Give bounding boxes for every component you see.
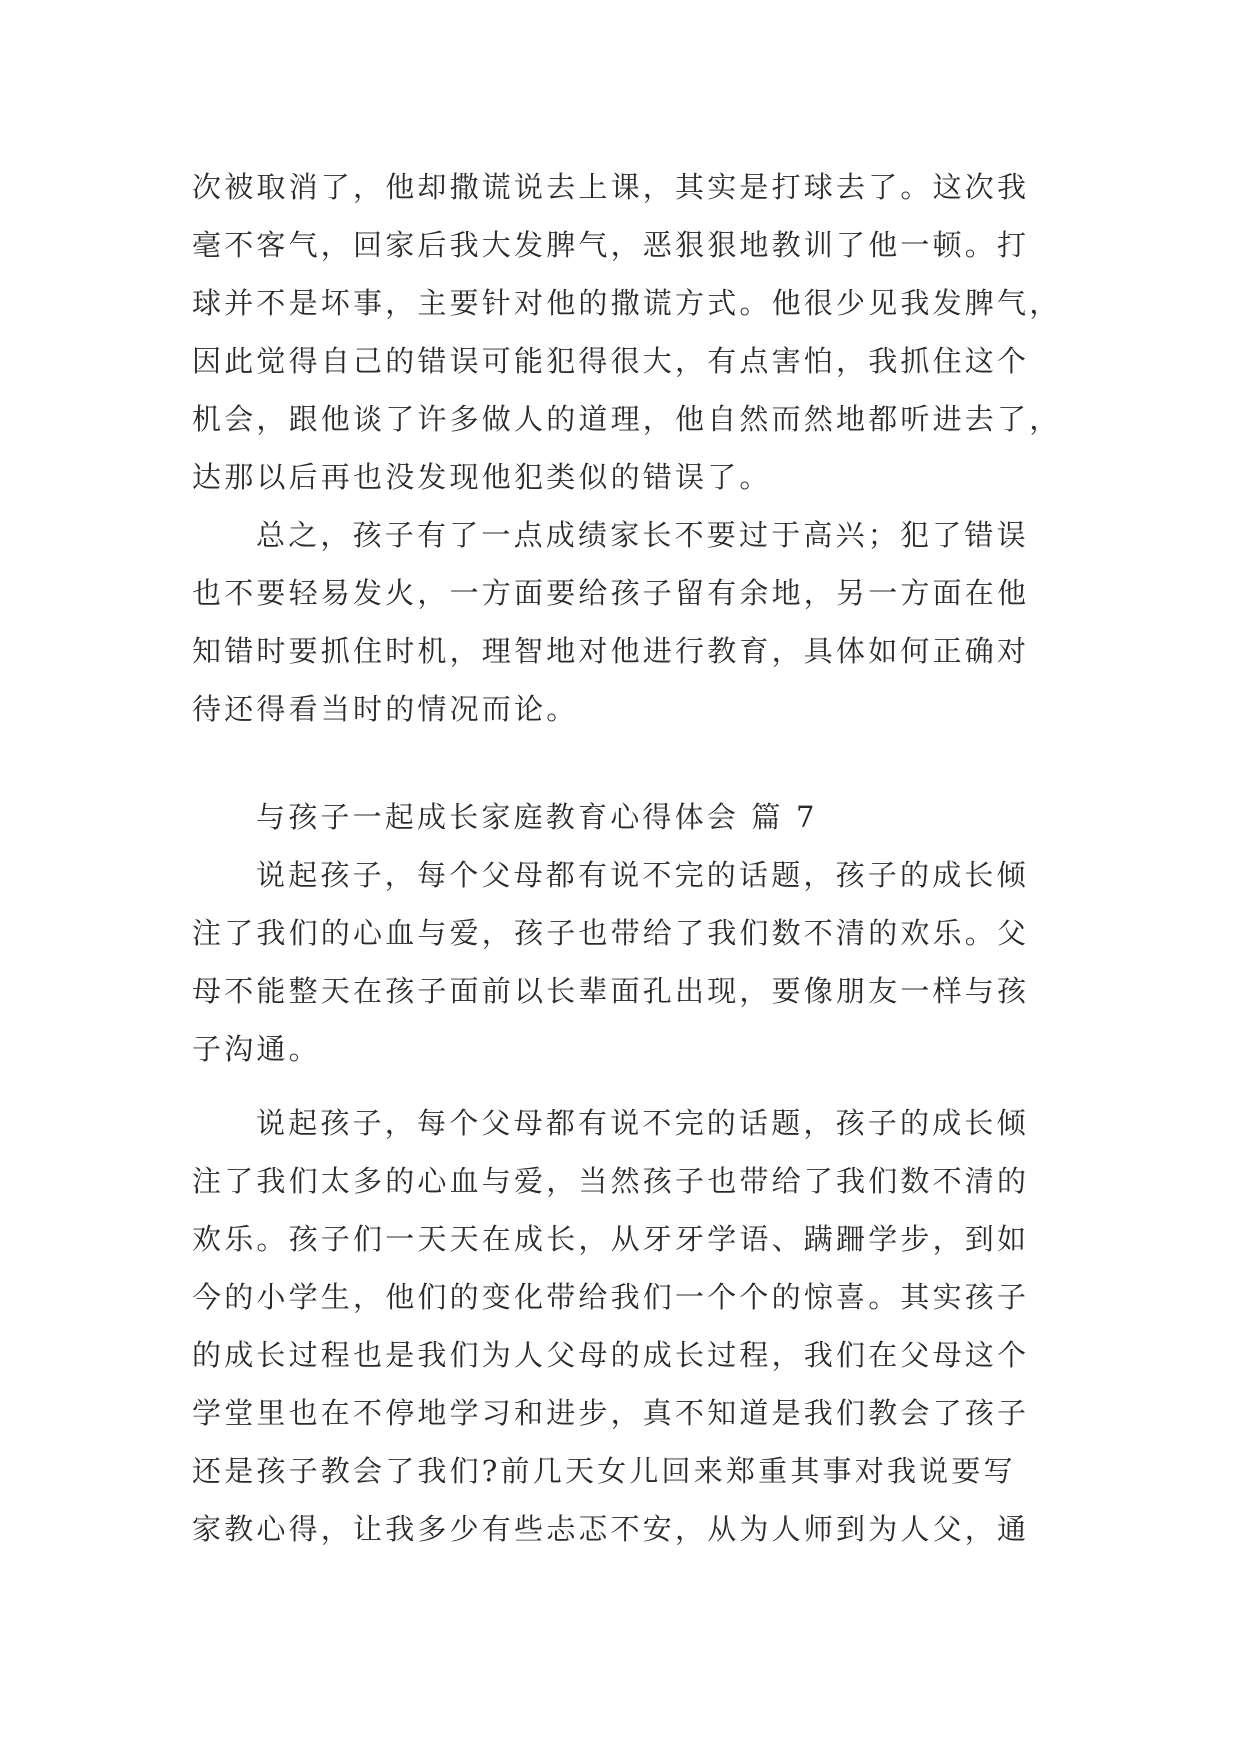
paragraph-body <box>192 1094 1052 1558</box>
paragraph-continued <box>192 158 1062 506</box>
text-line: 注了我们的心血与爱，孩子也带给了我们数不清的欢乐。父 <box>192 916 1030 950</box>
text-line: 次被取消了，他却撒谎说去上课，其实是打球去了。这次我 <box>192 170 1030 204</box>
text-line: 家教心得，让我多少有些忐忑不安，从为人师到为人父，通 <box>192 1512 1030 1546</box>
text-line: 母不能整天在孩子面前以长辈面孔出现，要像朋友一样与孩 <box>192 974 1030 1008</box>
text-line: 待还得看当时的情况而论。 <box>192 692 579 726</box>
text-line: 学堂里也在不停地学习和进步，真不知道是我们教会了孩子 <box>192 1396 1030 1430</box>
text-line: 子沟通。 <box>192 1032 321 1066</box>
text-line: 注了我们太多的心血与爱，当然孩子也带给了我们数不清的 <box>192 1164 1030 1198</box>
text-line: 也不要轻易发火，一方面要给孩子留有余地，另一方面在他 <box>192 576 1030 610</box>
text-line: 毫不客气，回家后我大发脾气，恶狠狠地教训了他一顿。打 <box>192 228 1030 262</box>
section-heading-text: 与孩子一起成长家庭教育心得体会 篇 7 <box>256 800 818 834</box>
text-line: 说起孩子，每个父母都有说不完的话题，孩子的成长倾 <box>256 1106 1029 1140</box>
text-line: 的成长过程也是我们为人父母的成长过程，我们在父母这个 <box>192 1338 1030 1372</box>
text-line: 欢乐。孩子们一天天在成长，从牙牙学语、蹒跚学步，到如 <box>192 1222 1030 1256</box>
text-line: 今的小学生，他们的变化带给我们一个个的惊喜。其实孩子 <box>192 1280 1030 1314</box>
text-line: 达那以后再也没发现他犯类似的错误了。 <box>192 460 772 494</box>
paragraph-intro <box>192 846 1052 1078</box>
section-heading <box>192 788 1052 846</box>
text-line: 知错时要抓住时机，理智地对他进行教育，具体如何正确对 <box>192 634 1030 668</box>
text-line: 机会，跟他谈了许多做人的道理，他自然而然地都听进去了， <box>192 402 1062 436</box>
paragraph-conclusion <box>192 506 1052 738</box>
text-line: 还是孩子教会了我们?前几天女儿回来郑重其事对我说要写 <box>192 1454 1016 1488</box>
text-line: 总之，孩子有了一点成绩家长不要过于高兴；犯了错误 <box>256 518 1029 552</box>
text-line: 球并不是坏事，主要针对他的撒谎方式。他很少见我发脾气， <box>192 286 1062 320</box>
text-line: 说起孩子，每个父母都有说不完的话题，孩子的成长倾 <box>256 858 1029 892</box>
text-line: 因此觉得自己的错误可能犯得很大，有点害怕，我抓住这个 <box>192 344 1030 378</box>
